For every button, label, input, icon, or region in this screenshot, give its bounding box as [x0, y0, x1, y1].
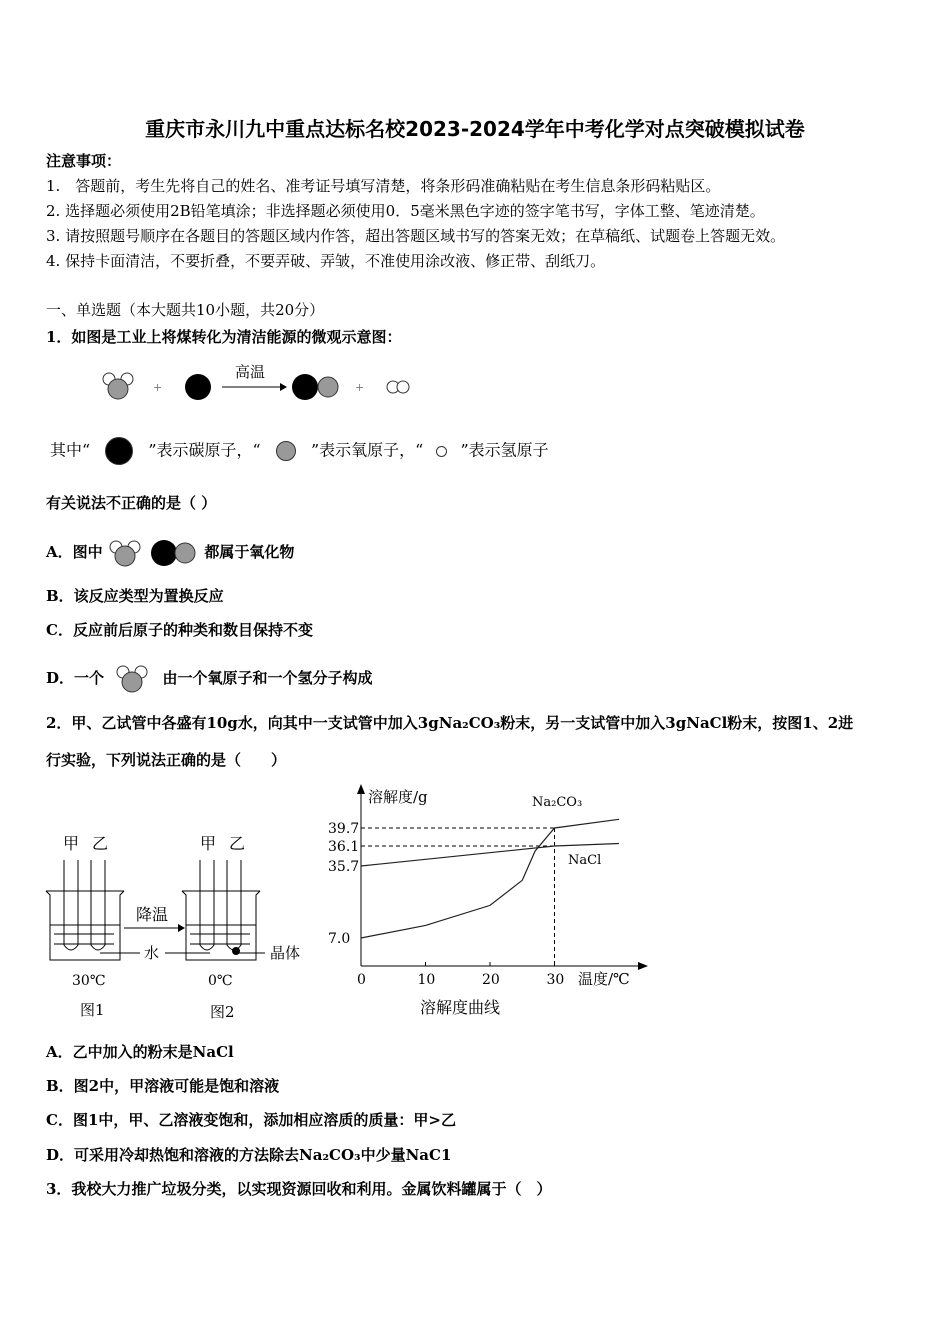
plus-sign: +	[153, 381, 163, 394]
q1-stem: 1．如图是工业上将煤转化为清洁能源的微观示意图：	[46, 328, 402, 346]
q1-option-d[interactable]: D．一个 由一个氧原子和一个氢分子构成	[46, 664, 373, 694]
q2-option-d[interactable]: D．可采用冷却热饱和溶液的方法除去Na₂CO₃中少量NaC1	[46, 1146, 452, 1164]
beaker-figures	[40, 825, 320, 1025]
q2-stem-line2: 行实验，下列说法正确的是（ ）	[46, 751, 287, 769]
solubility-chart	[320, 780, 660, 1025]
series-label-NaCl: NaCl	[568, 853, 602, 868]
water-molecule-icon	[115, 664, 151, 694]
q1-option-c[interactable]: C．反应前后原子的种类和数目保持不变	[46, 621, 313, 639]
x-tick-label: 20	[482, 972, 500, 988]
crystal-mark	[232, 947, 240, 955]
q1-question: 有关说法不正确的是（ ）	[46, 494, 217, 512]
svg-text:30℃: 30℃	[72, 973, 106, 989]
y-axis-label: 溶解度/g	[368, 788, 428, 806]
svg-text:乙: 乙	[229, 834, 246, 853]
note-item: 2. 选择题必须使用2B铅笔填涂；非选择题必须使用0．5毫米黑色字迹的签字笔书写，字体工整、笔迹清楚。	[46, 202, 765, 220]
crystal-label: 晶体	[270, 944, 301, 962]
y-tick-label: 35.7	[328, 859, 360, 875]
water-label: 水	[144, 944, 160, 962]
section-heading: 一、单选题（本大题共10小题，共20分）	[46, 301, 325, 319]
q2-option-a[interactable]: A．乙中加入的粉末是NaCl	[46, 1043, 234, 1061]
svg-text:甲: 甲	[200, 834, 217, 853]
y-tick-label: 36.1	[328, 839, 360, 855]
x-tick-label: 30	[546, 972, 565, 988]
note-item: 1. 答题前，考生先将自己的姓名、准考证号填写清楚，将条形码准确粘贴在考生信息条形码粘贴区。	[46, 177, 721, 195]
q3-stem: 3．我校大力推广垃圾分类，以实现资源回收和利用。金属饮料罐属于（ ）	[46, 1180, 552, 1198]
x-tick-label: 0	[357, 972, 366, 988]
x-tick-label: 10	[417, 972, 436, 988]
fig2-caption: 图2	[210, 1003, 235, 1021]
x-axis-label: 温度/℃	[578, 970, 630, 988]
co-molecule-icon	[149, 539, 199, 567]
cool-label: 降温	[136, 905, 169, 924]
q2-option-b[interactable]: B．图2中，甲溶液可能是饱和溶液	[46, 1077, 280, 1095]
y-tick-label: 39.7	[328, 821, 360, 837]
page-title: 重庆市永川九中重点达标名校2023-2024学年中考化学对点突破模拟试卷	[145, 117, 805, 141]
q1-option-a[interactable]: A．图中 都属于氧化物	[46, 539, 294, 567]
hydrogen-atom-icon	[436, 446, 447, 457]
water-molecule-icon	[108, 539, 144, 567]
oxygen-atom-icon	[276, 441, 296, 461]
notes-heading: 注意事项：	[46, 152, 122, 170]
reaction-diagram	[90, 355, 430, 415]
chart-title: 溶解度曲线	[420, 998, 501, 1017]
condition-label: 高温	[235, 363, 266, 381]
series-label-Na2CO3: Na₂CO₃	[532, 795, 583, 810]
series-line-Na2CO3	[361, 819, 619, 938]
q1-option-b[interactable]: B．该反应类型为置换反应	[46, 587, 224, 605]
fig1-caption: 图1	[80, 1001, 105, 1019]
atom-legend: 其中“ ”表示碳原子，“ ”表示氧原子，“ ”表示氢原子	[50, 437, 549, 465]
q2-stem-line1: 2．甲、乙试管中各盛有10g水，向其中一支试管中加入3gNa₂CO₃粉末，另一支试管中加入3gNaCl粉末，按图1、2进	[46, 714, 854, 732]
svg-text:乙: 乙	[92, 834, 109, 853]
note-item: 4. 保持卡面清洁，不要折叠，不要弄破、弄皱，不准使用涂改液、修正带、刮纸刀。	[46, 252, 606, 270]
svg-text:甲: 甲	[63, 834, 80, 853]
q2-option-c[interactable]: C．图1中，甲、乙溶液变饱和，添加相应溶质的质量：甲>乙	[46, 1111, 456, 1129]
y-tick-label: 7.0	[328, 931, 351, 947]
note-item: 3. 请按照题号顺序在各题目的答题区域内作答，超出答题区域书写的答案无效；在草稿纸、试题卷上答题无效。	[46, 227, 786, 245]
carbon-atom-icon	[105, 437, 133, 465]
svg-text:0℃: 0℃	[208, 973, 233, 989]
svg-text:+: +	[355, 381, 365, 394]
